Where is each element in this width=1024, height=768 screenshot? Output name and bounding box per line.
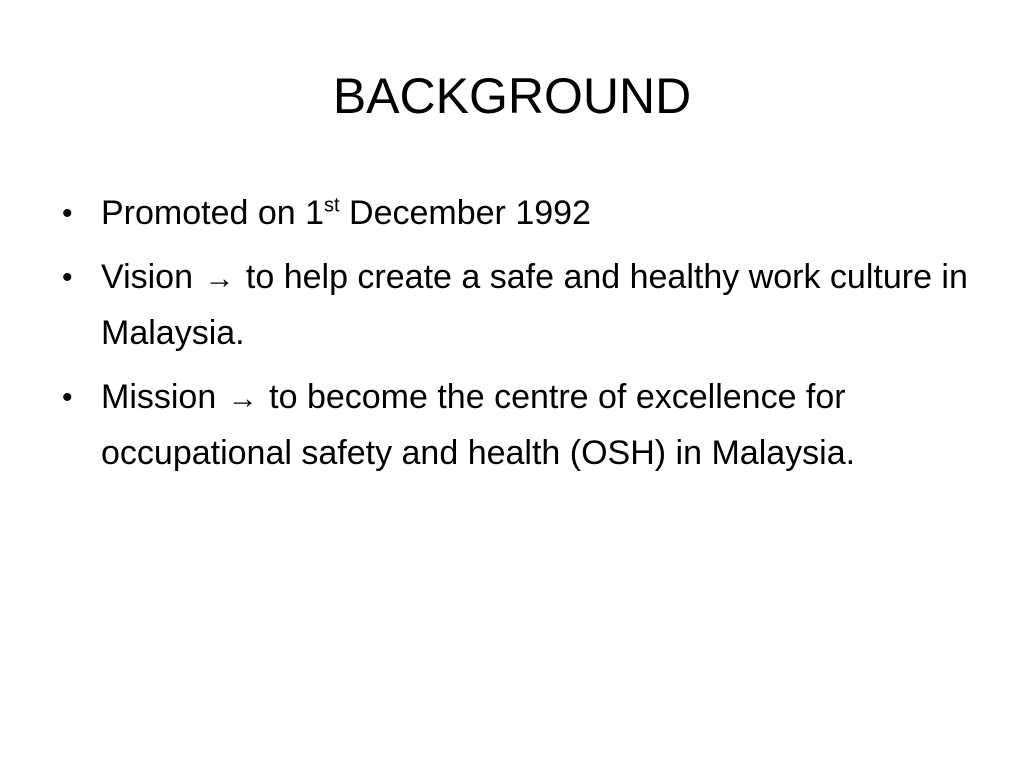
right-arrow-icon: → [227, 382, 258, 415]
bullet-mission [60, 370, 980, 481]
bullet-promoted [60, 186, 980, 241]
vision-text: to help create a safe and healthy work culture in Malaysia. [101, 258, 968, 352]
bullet-vision [60, 250, 980, 361]
bullet-dot-icon: • [62, 197, 73, 230]
right-arrow-icon: → [204, 262, 235, 295]
mission-lead: Mission [101, 378, 217, 416]
promoted-prefix: Promoted on 1 [101, 194, 325, 232]
promoted-superscript: st [324, 194, 340, 217]
promoted-suffix: December 1992 [339, 194, 591, 232]
bullet-dot-icon: • [62, 381, 73, 414]
slide-title: BACKGROUND [332, 68, 692, 124]
mission-text: to become the centre of excellence for occupational safety and health (OSH) in Malaysia. [101, 378, 856, 472]
bullet-dot-icon: • [62, 261, 73, 294]
bullet-list [60, 186, 980, 490]
vision-lead: Vision [101, 258, 193, 296]
